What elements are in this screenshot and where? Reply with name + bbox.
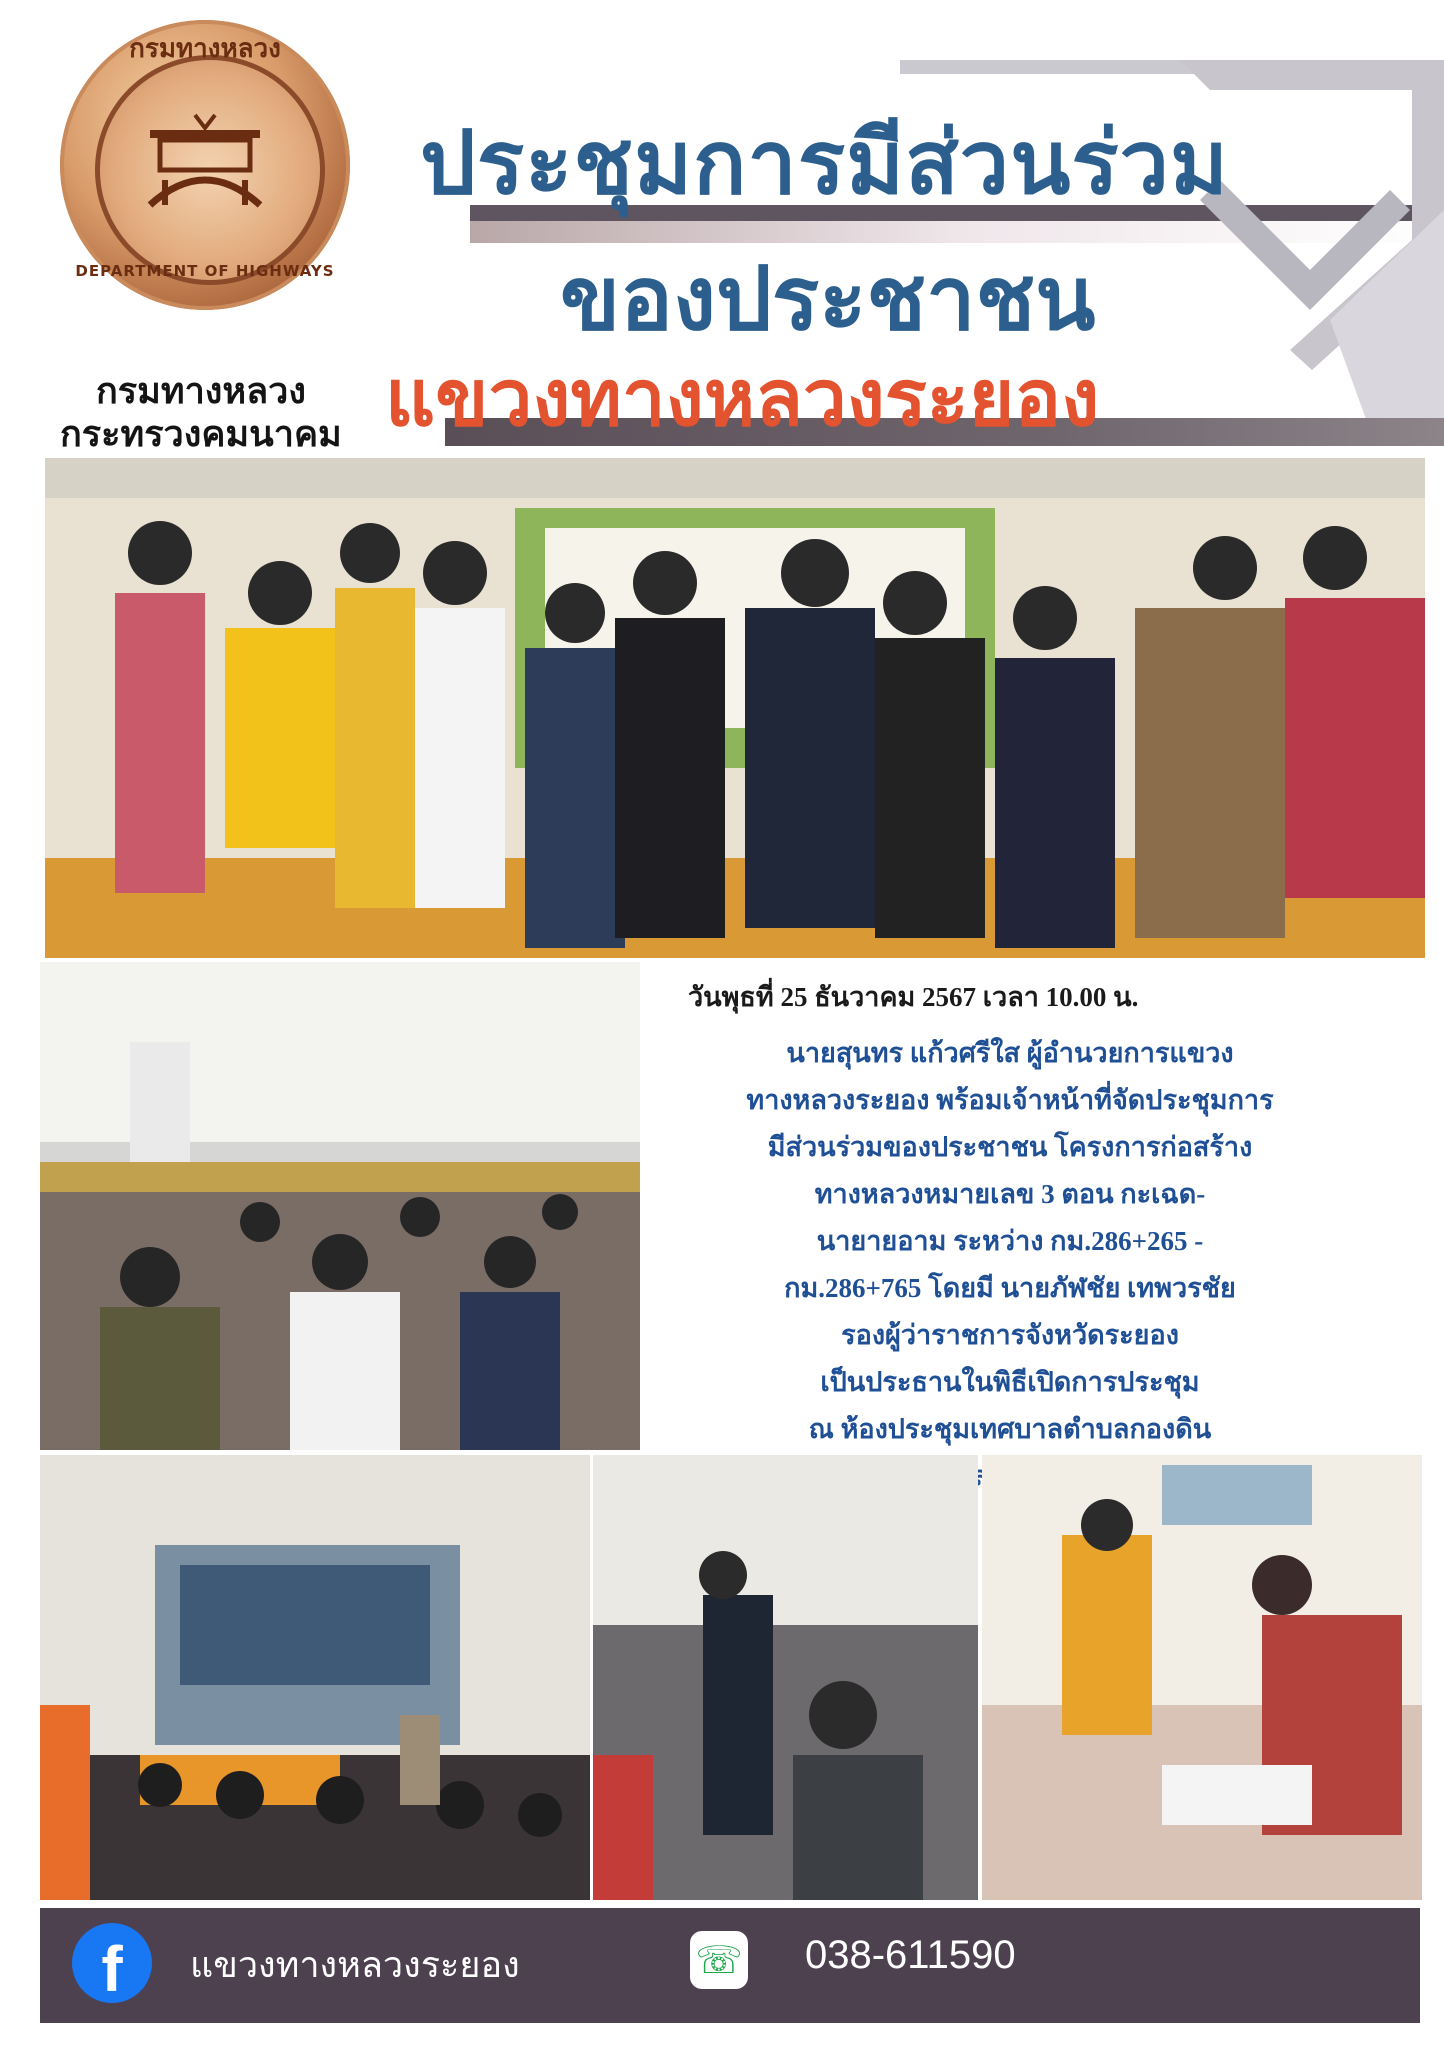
org-name: กรมทางหลวง xyxy=(96,370,306,411)
description-line: รองผู้ว่าราชการจังหวัดระยอง xyxy=(841,1320,1179,1350)
seal-english-name: DEPARTMENT OF HIGHWAYS xyxy=(75,262,335,280)
description-line: นายายอาม ระหว่าง กม.286+265 - xyxy=(816,1226,1204,1256)
phone-number[interactable]: 038-611590 xyxy=(805,1933,1016,1977)
org-ministry: กระทรวงคมนาคม xyxy=(60,413,342,454)
meeting-room-photo xyxy=(40,962,640,1450)
phone-icon: ☏ xyxy=(690,1931,748,1989)
description-line: มีส่วนร่วมของประชาชน โครงการก่อสร้าง xyxy=(767,1132,1253,1162)
seal-thai-name: กรมทางหลวง xyxy=(129,34,281,64)
page-title-line3: แขวงทางหลวงระยอง xyxy=(385,354,1100,442)
facebook-icon[interactable]: f xyxy=(72,1923,152,2003)
description-line: กม.286+765 โดยมี นายภัฬชัย เทพวรชัย xyxy=(784,1273,1236,1303)
page-title-line1: ประชุมการมีส่วนร่วม xyxy=(420,113,1230,212)
page-title-line2: ของประชาชน xyxy=(560,249,1096,348)
group-photo xyxy=(45,458,1425,958)
description-line: ทางหลวงระยอง พร้อมเจ้าหน้าที่จัดประชุมการ xyxy=(746,1085,1274,1115)
description-line: เป็นประธานในพิธีเปิดการประชุม xyxy=(820,1367,1200,1397)
facebook-page-name[interactable]: แขวงทางหลวงระยอง xyxy=(190,1944,520,1985)
meeting-description xyxy=(625,1030,1395,1500)
description-line: ณ ห้องประชุมเทศบาลตำบลกองดิน xyxy=(808,1414,1212,1444)
presentation-photo xyxy=(40,1455,590,1900)
description-line: นายสุนทร แก้วศรีใส ผู้อำนวยการแขวง xyxy=(786,1038,1234,1068)
seal-emblem-icon xyxy=(140,110,270,220)
audience-question-photo xyxy=(593,1455,978,1900)
description-line: ทางหลวงหมายเลข 3 ตอน กะเฉด- xyxy=(814,1179,1206,1209)
registration-desk-photo xyxy=(982,1455,1422,1900)
meeting-date: วันพุธที่ 25 ธันวาคม 2567 เวลา 10.00 น. xyxy=(688,982,1139,1012)
